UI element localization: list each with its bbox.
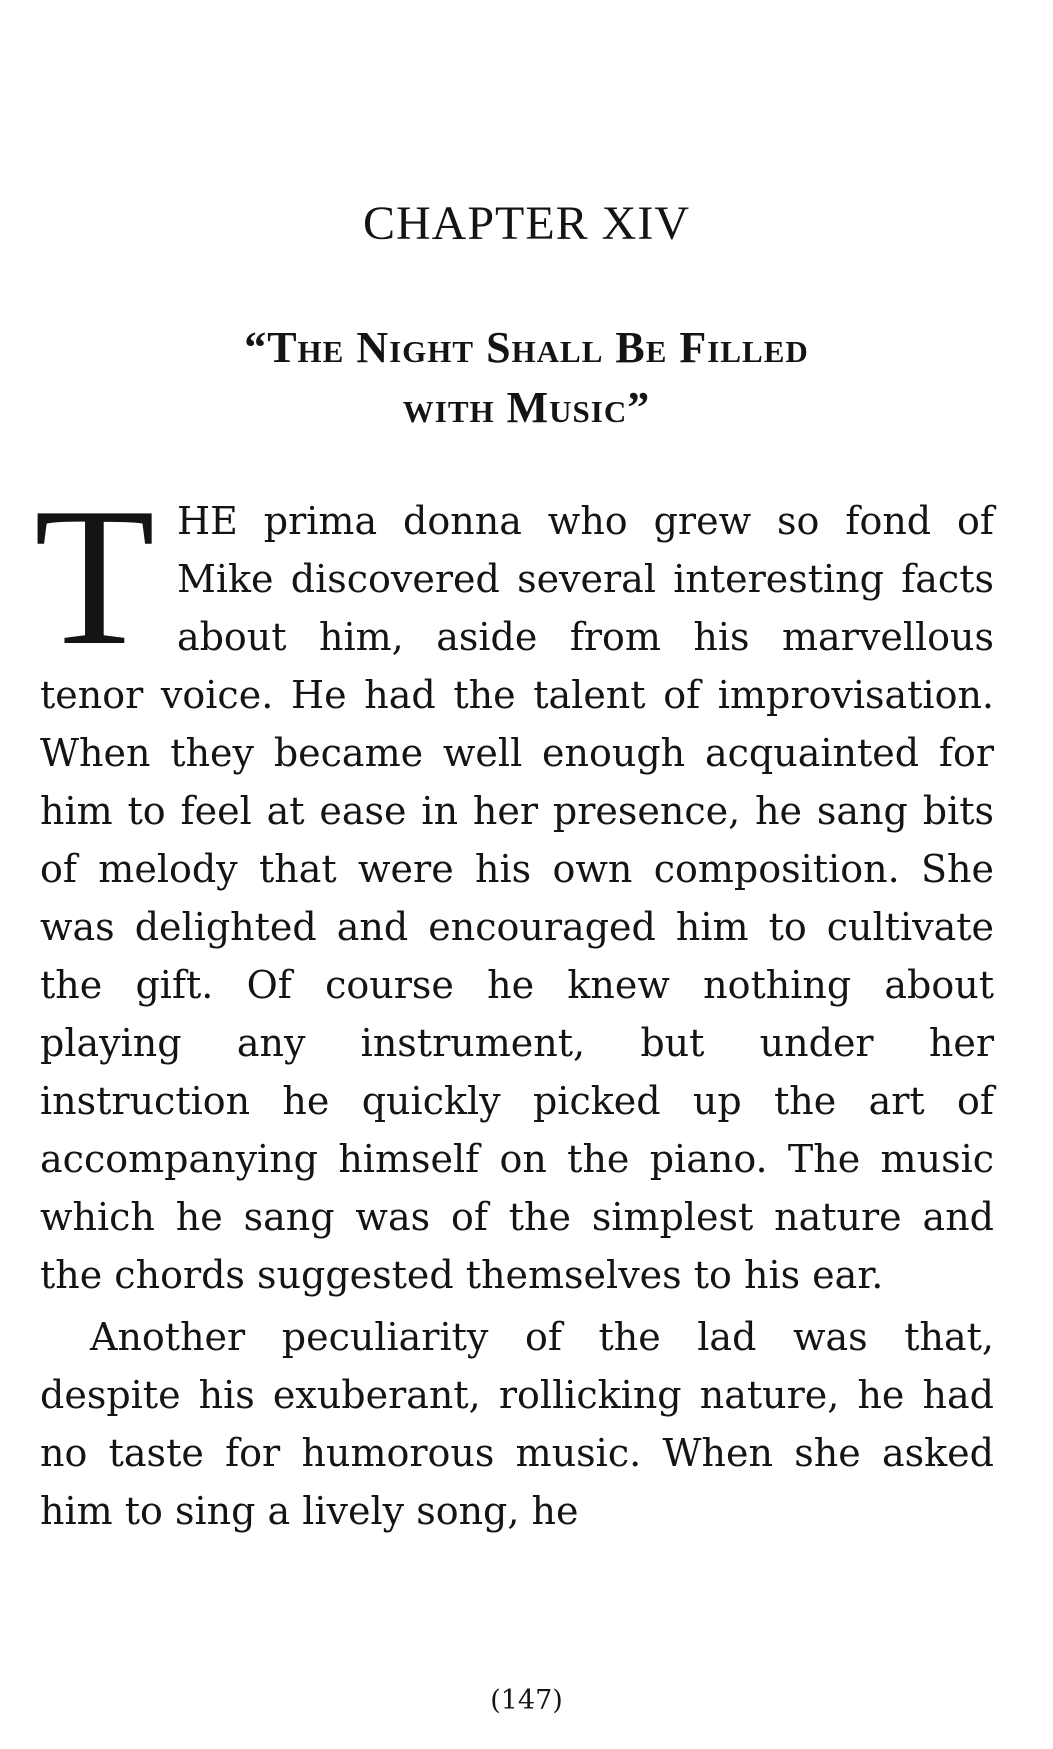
- page-number: (147): [490, 1685, 563, 1716]
- chapter-title-line-2: with Music”: [402, 383, 651, 432]
- paragraph-2: Another peculiarity of the lad was that, despite his exuberant, rollicking nature, he had no taste for humorous music. When she asked him to sing a lively song, he: [40, 1315, 994, 1533]
- drop-cap: T: [34, 467, 155, 686]
- chapter-title-line-1: “The Night Shall Be Filled: [244, 323, 809, 372]
- paragraph-1-text: HE prima donna who grew so fond of Mike discovered several interesting facts about him, aside from his marvellous tenor voice. He had the talent of improvisation. When they became well enough acquainted for him to feel at ease in her presence, he sang bits of melody that were his own composition. She was delighted and encouraged him to cultivate the gift. Of course he knew nothing about playing any instrument, but under her instruction he quickly picked up the art of accompanying himself on the piano. The music which he sang was of the simplest nature and the chords suggested themselves to his ear.: [40, 499, 994, 1297]
- chapter-title: [0, 318, 1053, 438]
- chapter-body: [34, 467, 994, 1540]
- paragraph-1: [34, 467, 994, 1304]
- chapter-number-heading: CHAPTER XIV: [362, 197, 690, 250]
